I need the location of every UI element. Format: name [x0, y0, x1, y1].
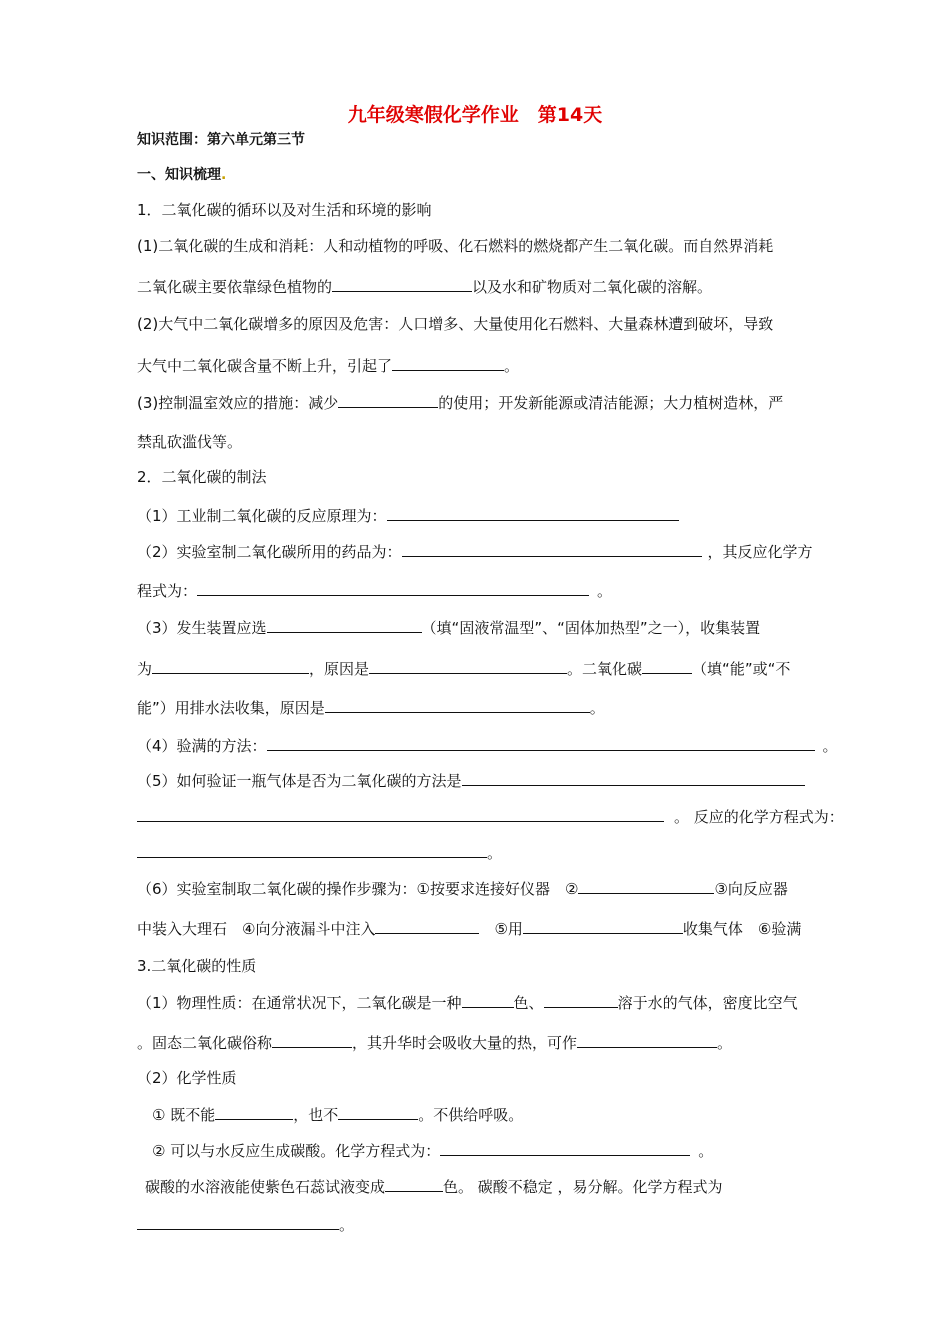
text: 大气中二氧化碳含量不断上升，引起了 [137, 357, 393, 375]
answer-blank[interactable] [523, 918, 683, 934]
text: 。 [339, 1216, 355, 1234]
r2-heading: （2）化学性质 [137, 1069, 237, 1087]
r1a [137, 992, 798, 1013]
text: 。二氧化碳 [567, 660, 643, 678]
text: 。 [597, 582, 613, 600]
text: 溶于水的气体，密度比空气 [617, 994, 798, 1012]
text: （1）工业制二氧化碳的反应原理为： [137, 507, 387, 525]
answer-blank[interactable] [338, 392, 438, 408]
text: 的使用；开发新能源或清洁能源；大力植树造林，严 [438, 394, 784, 412]
q6b [137, 918, 801, 939]
para-1b [137, 276, 712, 297]
text: 为 [137, 660, 153, 678]
para-1a: (1)二氧化碳的生成和消耗：人和动植物的呼吸、化石燃料的燃烧都产生二氧化碳。而自然界消耗 [137, 237, 774, 255]
subsection-1: 1．二氧化碳的循环以及对生活和环境的影响 [137, 201, 432, 219]
answer-blank[interactable] [578, 878, 714, 894]
r3 [145, 1176, 723, 1197]
answer-blank[interactable] [137, 1214, 339, 1230]
text: （6）实验室制取二氧化碳的操作步骤为：①按要求连接好仪器 ② [137, 880, 579, 898]
answer-blank[interactable] [152, 658, 309, 674]
q3c [137, 697, 605, 718]
text: 色、 [513, 994, 544, 1012]
subsection-2: 2．二氧化碳的制法 [137, 468, 267, 486]
answer-blank[interactable] [544, 992, 618, 1008]
answer-blank[interactable] [642, 658, 692, 674]
text: 色。 碳酸不稳定 ，易分解。化学方程式为 [443, 1178, 723, 1196]
r2a [152, 1104, 523, 1125]
answer-blank[interactable] [338, 1104, 418, 1120]
answer-blank[interactable] [402, 541, 702, 557]
text: ③向反应器 [714, 880, 788, 898]
page-title: 九年级寒假化学作业 第14天 [347, 104, 603, 126]
r4 [137, 1214, 354, 1235]
text: 碳酸的水溶液能使紫色石蕊试液变成 [145, 1178, 386, 1196]
text: ，也不 [293, 1106, 339, 1124]
para-2b [137, 355, 519, 376]
q3a [137, 617, 760, 638]
text: ，其升华时会吸收大量的热，可作 [352, 1034, 578, 1052]
text: ，原因是 [309, 660, 370, 678]
answer-blank[interactable] [387, 505, 679, 521]
text: 程式为： [137, 582, 198, 600]
section-heading-text: 一、知识梳理 [137, 167, 221, 183]
text: 中装入大理石 ④向分液漏斗中注入 [137, 920, 376, 938]
knowledge-scope: 知识范围：第六单元第三节 [137, 132, 305, 148]
text: 二氧化碳主要依靠绿色植物的 [137, 278, 333, 296]
subsection-3: 3.二氧化碳的性质 [137, 957, 257, 975]
answer-blank[interactable] [332, 276, 472, 292]
answer-blank[interactable] [392, 355, 504, 371]
q5b [137, 806, 844, 827]
text: 。 [589, 699, 605, 717]
dot-mark: . [221, 167, 227, 183]
text: 。 [717, 1034, 733, 1052]
answer-blank[interactable] [375, 918, 479, 934]
text: ⑤用 [479, 920, 523, 938]
text: ① 既不能 [152, 1106, 216, 1124]
answer-blank[interactable] [137, 806, 664, 822]
text: （5）如何验证一瓶气体是否为二氧化碳的方法是 [137, 772, 462, 790]
para-3b: 禁乱砍滥伐等。 [137, 433, 243, 451]
q1 [137, 505, 679, 526]
text: 。 [487, 844, 503, 862]
text: 能”）用排水法收集，原因是 [137, 699, 325, 717]
answer-blank[interactable] [369, 658, 567, 674]
text: ② 可以与水反应生成碳酸。化学方程式为： [152, 1142, 441, 1160]
answer-blank[interactable] [215, 1104, 293, 1120]
text: （2）实验室制二氧化碳所用的药品为： [137, 543, 402, 561]
answer-blank[interactable] [267, 735, 815, 751]
answer-blank[interactable] [577, 1032, 717, 1048]
text: 。 反应的化学方程式为： [674, 808, 844, 826]
text: ，其反应化学方 [707, 543, 813, 561]
text: （填“固液常温型”、“固体加热型”之一），收集装置 [421, 619, 761, 637]
q2b [137, 580, 612, 601]
q3b [137, 658, 790, 679]
q4 [137, 735, 838, 756]
text: 以及水和矿物质对二氧化碳的溶解。 [472, 278, 713, 296]
r1b [137, 1032, 732, 1053]
text: 。 [822, 737, 838, 755]
text: 。 [698, 1142, 714, 1160]
q6a [137, 878, 788, 899]
para-3a [137, 392, 783, 413]
text: 。 [504, 357, 520, 375]
section-heading [137, 165, 226, 185]
r2b [152, 1140, 713, 1161]
answer-blank[interactable] [385, 1176, 443, 1192]
answer-blank[interactable] [272, 1032, 352, 1048]
text: 。不供给呼吸。 [418, 1106, 524, 1124]
text: (3)控制温室效应的措施：减少 [137, 394, 339, 412]
text: （填“能”或“不 [692, 660, 791, 678]
answer-blank[interactable] [462, 992, 514, 1008]
q5a [137, 770, 805, 791]
answer-blank[interactable] [325, 697, 590, 713]
text: （1）物理性质：在通常状况下，二氧化碳是一种 [137, 994, 462, 1012]
text: （4）验满的方法： [137, 737, 267, 755]
answer-blank[interactable] [137, 842, 487, 858]
text: 。固态二氧化碳俗称 [137, 1034, 273, 1052]
answer-blank[interactable] [197, 580, 589, 596]
answer-blank[interactable] [440, 1140, 690, 1156]
text: （3）发生装置应选 [137, 619, 267, 637]
para-2a: (2)大气中二氧化碳增多的原因及危害：人口增多、大量使用化石燃料、大量森林遭到破坏，导致 [137, 315, 774, 333]
text: 收集气体 ⑥验满 [682, 920, 802, 938]
q5c [137, 842, 502, 863]
answer-blank[interactable] [267, 617, 422, 633]
q2a [137, 541, 813, 562]
answer-blank[interactable] [462, 770, 805, 786]
